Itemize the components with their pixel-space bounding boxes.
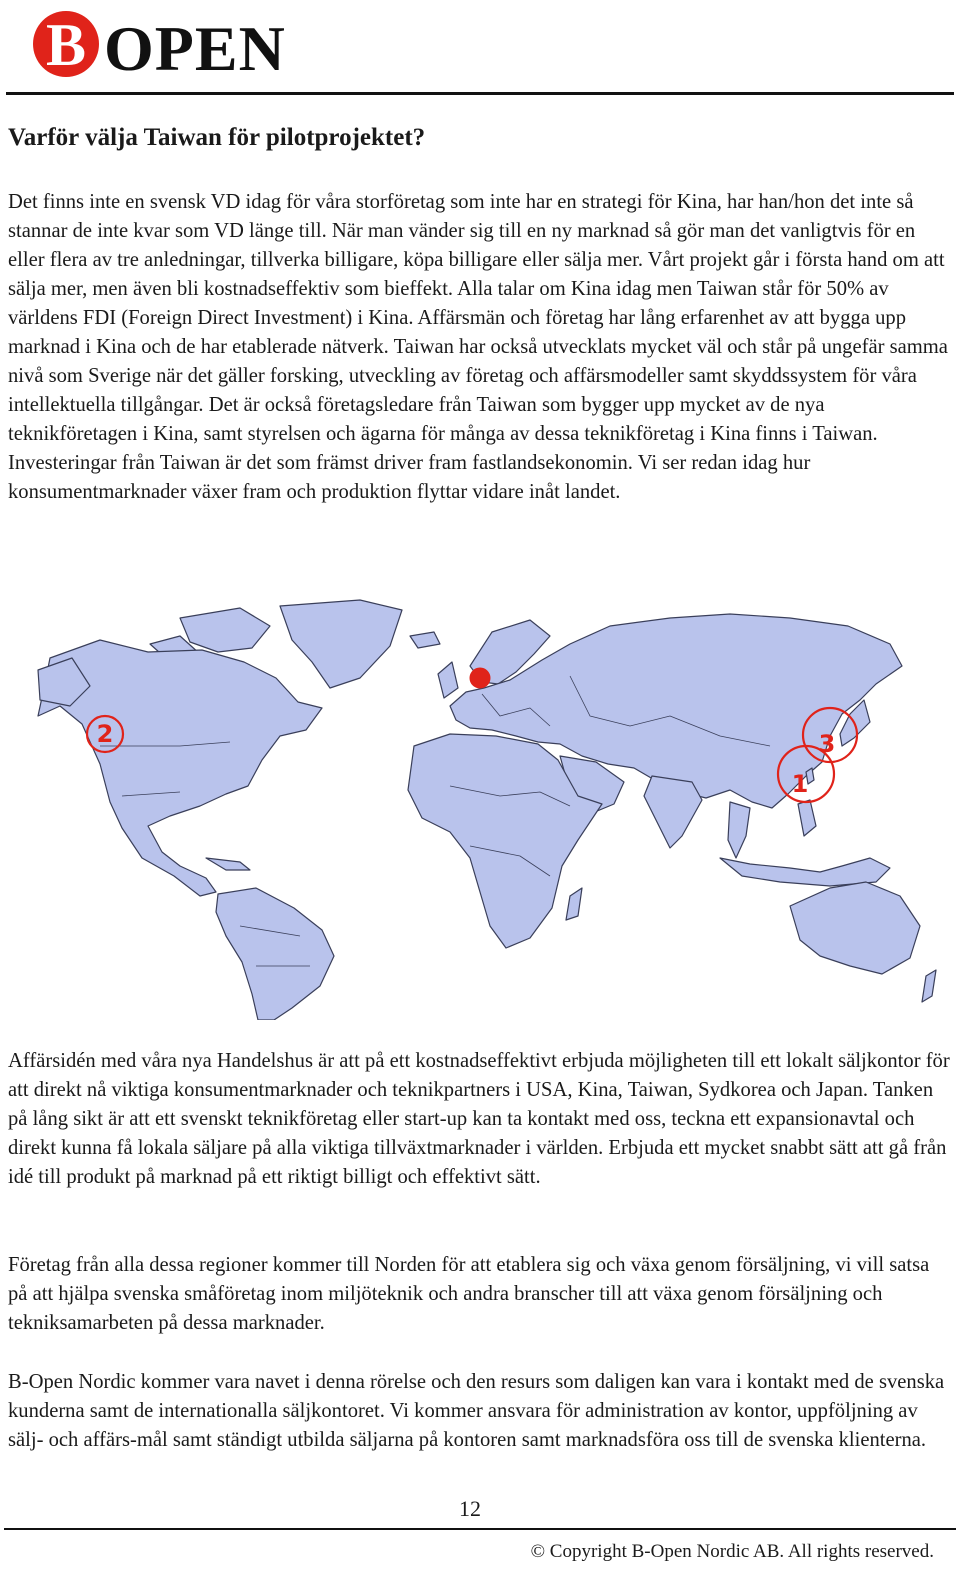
- paragraph-intro: Det finns inte en svensk VD idag för våra storföretag som inte har en strategi för Kina, har han/hon det inte så stannar de inte kvar som VD länge till. När man vänder sig till en ny marknad så gör man det vanligtvis för en eller flera av tre anledningar, tillverka billigare, köpa billigare eller sälja mer. Vårt projekt går i första hand om att sälja mer, men även bli kostnadseffektiv som bieffekt. Alla talar om Kina idag men Taiwan står för 50% av världens FDI (Foreign Direct Investment) i Kina. Affärsmän och företag har lång erfarenhet av att bygga upp marknad i Kina och de har etablerade nätverk. Taiwan har också utvecklats mycket väl och står på ungefär samma nivå som Sverige när det gäller forsking, utveckling av företag och affärsmodeller samt skyddssystem för våra intellektuella tillgångar. Det är också företagsledare från Taiwan som bygger upp mycket av de nya teknikföretagen i Kina, samt styrelsen och ägarna för många av dessa teknikföretag i Kina finns i Taiwan. Investeringar från Taiwan är det som främst driver fram fastlandsekonomin. Vi ser redan idag hur konsumentmarknader växer fram och produktion flyttar vidare inåt landet.: [8, 191, 948, 503]
- arctic-islands-shape: [180, 608, 270, 652]
- company-logo: [26, 10, 286, 78]
- caribbean-shape: [206, 858, 250, 870]
- australia-shape: [790, 882, 920, 974]
- header-divider: [6, 92, 954, 95]
- page-number: 12: [459, 1496, 481, 1521]
- marker-1-label: 1: [791, 770, 809, 798]
- india-shape: [644, 776, 702, 848]
- iceland-shape: [410, 632, 440, 648]
- svg-text:OPEN: OPEN: [104, 13, 286, 78]
- copyright-text: © Copyright B-Open Nordic AB. All rights reserved.: [530, 1541, 934, 1562]
- world-map: [30, 596, 945, 1020]
- footer-divider: [4, 1528, 956, 1530]
- greenland-shape: [280, 600, 402, 688]
- south-america-shape: [216, 888, 334, 1020]
- new-zealand-shape: [922, 970, 936, 1002]
- logo-graphic: [26, 10, 286, 78]
- sweden-marker: [470, 668, 490, 688]
- paragraph-regions: Företag från alla dessa regioner kommer till Norden för att etablera sig och växa genom försäljning, vi vill satsa på att hjälpa svenska småföretag inom miljöteknik och andra branscher till att växa genom försäljning och tekniksamarbeten på dessa marknader.: [8, 1254, 930, 1334]
- world-map-graphic: [30, 596, 945, 1020]
- southeast-asia-shape: [728, 802, 750, 858]
- paragraph-hub: B-Open Nordic kommer vara navet i denna rörelse och den resurs som daligen kan vara i kontakt med de svenska kunderna samt de internationalla säljkontoret. Vi kommer ansvara för administration av kontor, uppföljning av sälj- och affärs-mål samt ständigt utbilda säljarna på kontoren samt marknadsföra oss till de svenska klienterna.: [8, 1371, 945, 1451]
- marker-2-label: 2: [96, 720, 114, 748]
- paragraph-business-idea: Affärsidén med våra nya Handelshus är att på ett kostnadseffektivt erbjuda möjligheten till ett lokalt säljkontor för att direkt nå viktiga konsumentmarknader och teknikpartners i USA, Kina, Taiwan, Sydkorea och Japan. Tanken på lång sikt är att ett svenskt teknikföretag eller start-up kan ta kontakt med oss, teckna ett expansionavtal och direkt kunna få lokala säljare på alla viktiga tillväxtmarknader i världen. Erbjuda ett mycket snabbt sätt att gå från idé till produkt på marknad på ett riktigt billigt och effektivt sätt.: [8, 1050, 950, 1188]
- svg-text:B: B: [45, 12, 87, 78]
- philippines-shape: [798, 800, 816, 836]
- marker-3-label: 3: [818, 730, 836, 758]
- section-heading: Varför välja Taiwan för pilotprojektet?: [8, 124, 426, 151]
- madagascar-shape: [566, 888, 582, 920]
- uk-shape: [438, 662, 458, 698]
